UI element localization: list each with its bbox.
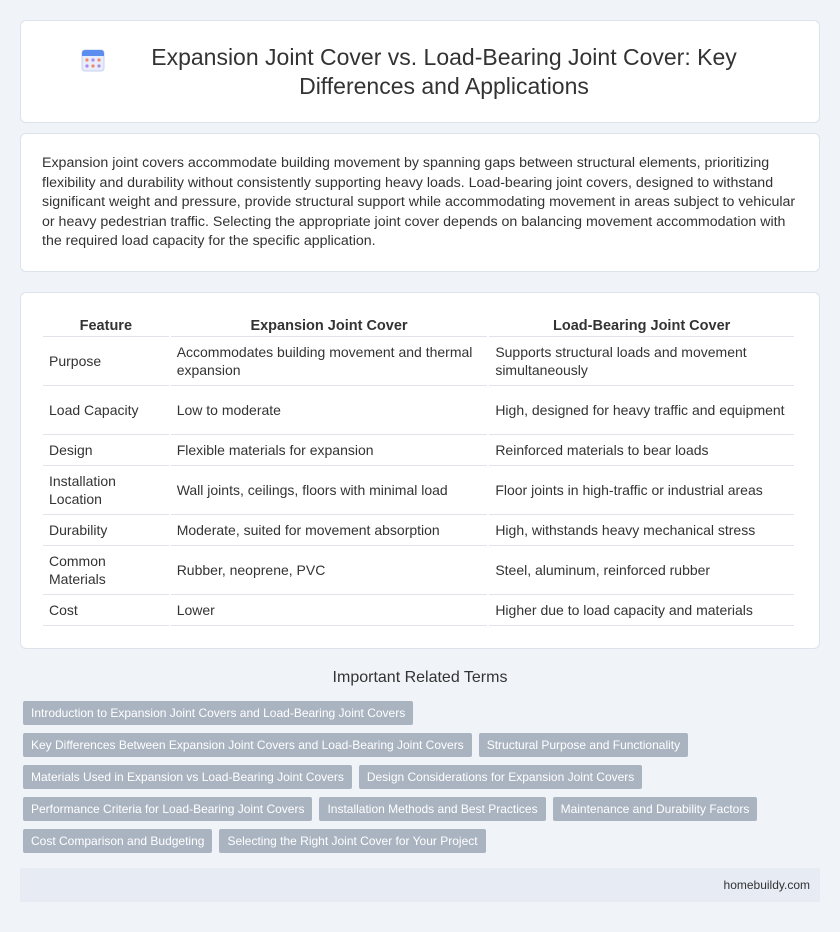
intro-card	[20, 133, 820, 272]
related-tag-link[interactable]: Maintenance and Durability Factors	[553, 797, 758, 821]
table-row	[43, 435, 794, 466]
calendar-grid-icon	[80, 47, 106, 73]
expansion-cell: Rubber, neoprene, PVC	[171, 546, 488, 595]
load-bearing-cell: Higher due to load capacity and materials	[489, 595, 794, 626]
related-tag-link[interactable]: Performance Criteria for Load-Bearing Joint Covers	[23, 797, 312, 821]
expansion-cell: Low to moderate	[171, 386, 488, 435]
expansion-cell: Wall joints, ceilings, floors with minimal load	[171, 466, 488, 515]
title-card	[20, 20, 820, 123]
feature-cell: Cost	[43, 595, 169, 626]
tag-row	[23, 701, 823, 725]
tag-row	[23, 829, 823, 853]
header-load-bearing: Load-Bearing Joint Cover	[489, 313, 794, 337]
load-bearing-cell: Steel, aluminum, reinforced rubber	[489, 546, 794, 595]
related-terms-heading: Important Related Terms	[332, 669, 508, 686]
feature-cell: Load Capacity	[43, 386, 169, 435]
related-tag-link[interactable]: Materials Used in Expansion vs Load-Bearing Joint Covers	[23, 765, 352, 789]
table-row	[43, 466, 794, 515]
table-row	[43, 337, 794, 386]
tag-row	[23, 733, 823, 757]
feature-cell: Durability	[43, 515, 169, 546]
table-row	[43, 386, 794, 435]
load-bearing-cell: Supports structural loads and movement simultaneously	[489, 337, 794, 386]
load-bearing-cell: High, withstands heavy mechanical stress	[489, 515, 794, 546]
table-row	[43, 515, 794, 546]
feature-cell: Common Materials	[43, 546, 169, 595]
load-bearing-cell: High, designed for heavy traffic and equipment	[489, 386, 794, 435]
expansion-cell: Lower	[171, 595, 488, 626]
page-title: Expansion Joint Cover vs. Load-Bearing Joint Cover: Key Differences and Applications	[151, 43, 737, 99]
related-tag-link[interactable]: Design Considerations for Expansion Joint Covers	[359, 765, 642, 789]
related-tag-link[interactable]: Cost Comparison and Budgeting	[23, 829, 212, 853]
table-row	[43, 546, 794, 595]
expansion-cell: Accommodates building movement and thermal expansion	[171, 337, 488, 386]
table-header-row	[43, 313, 794, 337]
related-tag-link[interactable]: Selecting the Right Joint Cover for Your Project	[219, 829, 485, 853]
header-expansion: Expansion Joint Cover	[171, 313, 488, 337]
footer	[20, 868, 820, 902]
title-wrap	[80, 43, 760, 101]
intro-paragraph: Expansion joint covers accommodate building movement by spanning gaps between structural elements, prioritizing flexibility and durability without consistently supporting heavy loads. Load-bearing joint covers, designed to withstand significant weight and pressure, provide structural support while accommodating movement in areas subject to vehicular or heavy pedestrian traffic. Selecting the appropriate joint cover depends on balancing movement accommodation with the required load capacity for the specific application.	[42, 155, 796, 250]
feature-cell: Installation Location	[43, 466, 169, 515]
expansion-cell: Moderate, suited for movement absorption	[171, 515, 488, 546]
tag-row	[23, 765, 823, 789]
feature-cell: Purpose	[43, 337, 169, 386]
footer-site-name: homebuildy.com	[723, 878, 810, 892]
header-feature: Feature	[43, 313, 169, 337]
load-bearing-cell: Floor joints in high-traffic or industrial areas	[489, 466, 794, 515]
related-tag-link[interactable]: Key Differences Between Expansion Joint Covers and Load-Bearing Joint Covers	[23, 733, 472, 757]
table-row	[43, 595, 794, 626]
related-tag-link[interactable]: Introduction to Expansion Joint Covers and Load-Bearing Joint Covers	[23, 701, 413, 725]
expansion-cell: Flexible materials for expansion	[171, 435, 488, 466]
feature-cell: Design	[43, 435, 169, 466]
comparison-table	[41, 313, 796, 626]
comparison-card	[20, 292, 820, 649]
load-bearing-cell: Reinforced materials to bear loads	[489, 435, 794, 466]
tag-row	[23, 797, 823, 821]
related-tag-link[interactable]: Installation Methods and Best Practices	[319, 797, 545, 821]
related-tag-link[interactable]: Structural Purpose and Functionality	[479, 733, 688, 757]
related-tags	[23, 701, 823, 861]
